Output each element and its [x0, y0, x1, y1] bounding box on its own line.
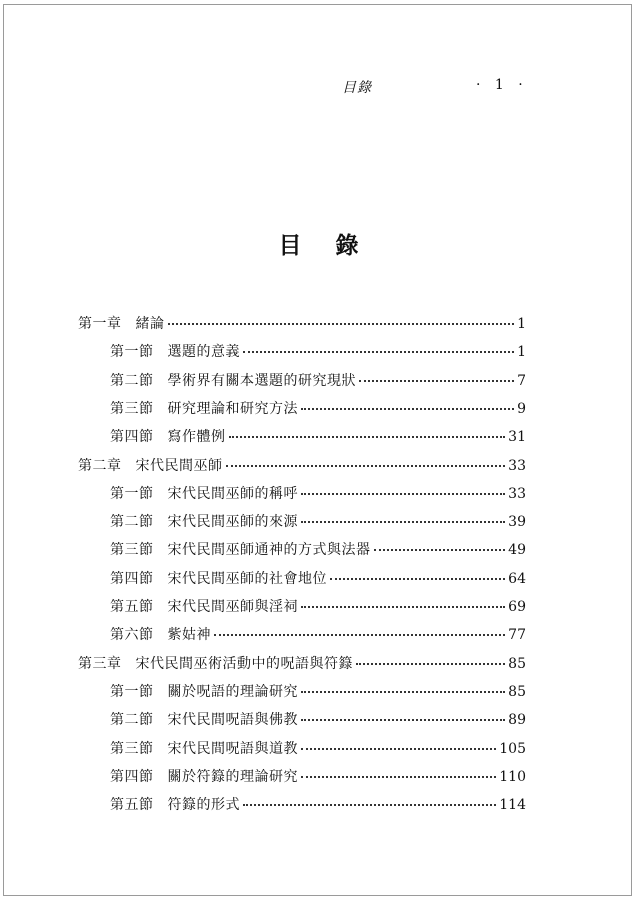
page-border	[3, 4, 632, 896]
toc-dot-leader	[301, 521, 505, 523]
toc-chapter-entry	[78, 653, 526, 675]
toc-section-entry	[110, 370, 526, 392]
toc-section-entry	[110, 483, 526, 505]
toc-chapter-entry	[78, 313, 526, 335]
running-header	[0, 77, 637, 97]
toc-entry-page: 89	[508, 712, 526, 729]
toc-dot-leader	[301, 719, 505, 721]
toc-entry-number: 第四節	[110, 570, 154, 587]
running-title: 目錄	[342, 80, 372, 96]
toc-entry-title: 宋代民間巫術活動中的呪語與符籙	[135, 655, 353, 672]
toc-entry-number: 第三章	[78, 655, 122, 672]
toc-dot-leader	[301, 493, 505, 495]
toc-entry-title: 宋代民間呪語與佛教	[167, 712, 298, 729]
toc-section-entry	[110, 738, 526, 760]
toc-dot-leader	[301, 606, 505, 608]
toc-entry-page: 114	[499, 797, 526, 814]
toc-entry-title: 寫作體例	[167, 429, 226, 446]
toc-entry-page: 7	[517, 372, 526, 389]
toc-entry-title: 關於符籙的理論研究	[167, 768, 298, 785]
toc-entry-title: 宋代民間巫師的來源	[167, 514, 298, 531]
page-number: · 1 ·	[476, 77, 528, 93]
toc-entry-number: 第三節	[110, 740, 154, 757]
toc-entry-number: 第二節	[110, 712, 154, 729]
toc-entry-page: 110	[499, 768, 526, 785]
toc-entry-number: 第一節	[110, 485, 154, 502]
toc-dot-leader	[214, 634, 505, 636]
toc-entry-page: 77	[508, 627, 526, 644]
toc-dot-leader	[330, 578, 505, 580]
toc-dot-leader	[301, 748, 496, 750]
toc-entry-page: 85	[508, 683, 526, 700]
toc-dot-leader	[374, 549, 506, 551]
toc-entry-number: 第五節	[110, 599, 154, 615]
toc-entry-title: 學術界有關本選題的研究現狀	[167, 372, 356, 389]
toc-entry-page: 1	[517, 316, 526, 332]
toc-section-entry	[110, 539, 526, 561]
toc-entry-title: 關於呪語的理論研究	[167, 683, 298, 700]
toc-entry-number: 第一節	[110, 344, 154, 361]
toc-entry-title: 符籙的形式	[167, 797, 240, 814]
toc-entry-page: 105	[499, 740, 526, 757]
toc-entry-page: 64	[508, 570, 526, 587]
toc-entry-number: 第一章	[78, 316, 122, 332]
toc-entry-page: 33	[508, 485, 526, 502]
toc-entry-number: 第一節	[110, 683, 154, 700]
toc-entry-number: 第四節	[110, 429, 154, 446]
toc-entry-page: 49	[508, 542, 526, 559]
toc-entry-page: 31	[508, 429, 526, 446]
toc-section-entry	[110, 341, 526, 363]
toc-entry-title: 宋代民間巫師的社會地位	[167, 570, 327, 587]
toc-dot-leader	[356, 663, 505, 665]
toc-entry-title: 宋代民間巫師通神的方式與法器	[167, 542, 371, 559]
toc-section-entry	[110, 511, 526, 533]
toc-entry-number: 第二節	[110, 372, 154, 389]
toc-entry-number: 第四節	[110, 768, 154, 785]
toc-dot-leader	[243, 351, 514, 353]
toc-dot-leader	[168, 323, 515, 325]
page-title: 目錄	[278, 232, 393, 260]
toc-entry-number: 第三節	[110, 542, 154, 559]
toc-chapter-entry	[78, 455, 526, 477]
toc-entry-page: 69	[508, 599, 526, 615]
toc-section-entry	[110, 568, 526, 590]
toc-dot-leader	[301, 408, 514, 410]
toc-dot-leader	[359, 380, 514, 382]
toc-entry-page: 39	[508, 514, 526, 531]
toc-entry-title: 宋代民間巫師的稱呼	[167, 485, 298, 502]
toc-section-entry	[110, 766, 526, 788]
toc-entry-title: 研究理論和研究方法	[167, 400, 298, 417]
toc-section-entry	[110, 681, 526, 703]
toc-entry-number: 第五節	[110, 797, 154, 814]
toc-section-entry	[110, 398, 526, 420]
toc-entry-title: 紫姑神	[167, 627, 211, 644]
toc-entry-title: 宋代民間巫師	[135, 457, 223, 474]
toc-section-entry	[110, 794, 526, 816]
toc-entry-title: 宋代民間巫師與淫祠	[167, 599, 298, 615]
toc-entry-number: 第二節	[110, 514, 154, 531]
toc-entry-title: 選題的意義	[167, 344, 240, 361]
toc-dot-leader	[243, 804, 496, 806]
toc-section-entry	[110, 426, 526, 448]
toc-entry-number: 第六節	[110, 627, 154, 644]
toc-section-entry	[110, 709, 526, 731]
toc-section-entry	[110, 624, 526, 646]
toc-entry-number: 第二章	[78, 457, 122, 474]
toc-dot-leader	[301, 691, 505, 693]
toc-entry-page: 9	[517, 400, 526, 417]
toc-entry-title: 宋代民間呪語與道教	[167, 740, 298, 757]
toc-dot-leader	[226, 465, 506, 467]
toc-entry-page: 1	[517, 344, 526, 361]
toc-entry-page: 33	[508, 457, 526, 474]
toc-entry-number: 第三節	[110, 400, 154, 417]
toc-dot-leader	[229, 436, 506, 438]
toc-dot-leader	[301, 776, 496, 778]
toc-entry-title: 緒論	[135, 316, 165, 332]
toc-section-entry	[110, 596, 526, 618]
toc-entry-page: 85	[508, 655, 526, 672]
